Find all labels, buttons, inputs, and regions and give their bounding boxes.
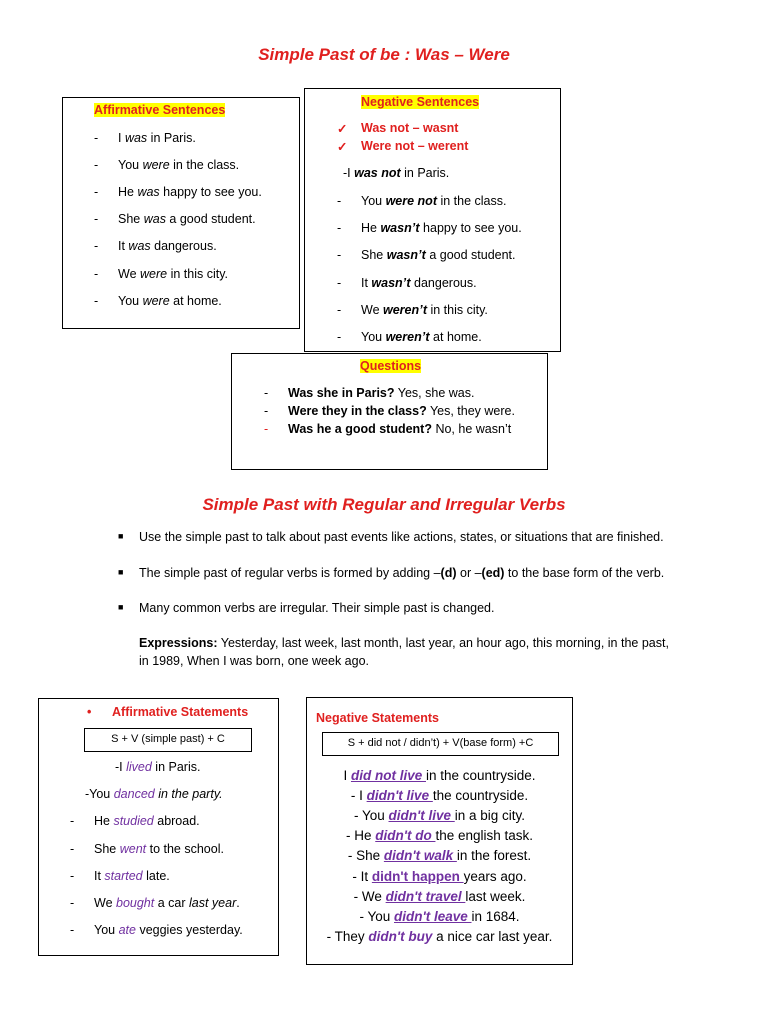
- questions-heading: Questions: [360, 359, 422, 373]
- list-item: - It didn't happen years ago.: [352, 869, 527, 884]
- list-item: - I didn't live the countryside.: [350, 788, 529, 803]
- list-item: - We bought a car last year.: [70, 896, 240, 910]
- bullet-icon: •: [87, 705, 92, 719]
- expressions: Expressions: Yesterday, last week, last month, last year, an hour ago, this morning, in the past, in 1989, When I was born, one week ago.: [139, 636, 669, 668]
- formula: S + did not / didn’t) + V(base form) +C: [322, 732, 559, 756]
- list-item: - It wasn’t dangerous.: [337, 276, 477, 290]
- list-item: - He wasn’t happy to see you.: [337, 221, 522, 235]
- negative-statements-box: [306, 697, 573, 965]
- list-item: - Was he a good student? No, he wasn’t: [264, 422, 512, 436]
- list-item: - You didn't leave in 1684.: [359, 909, 520, 924]
- list-item: - It started late.: [70, 869, 170, 883]
- page-title: Simple Past of be : Was – Were: [258, 45, 510, 64]
- list-item: - She wasn’t a good student.: [337, 248, 516, 262]
- list-item: - She was a good student.: [94, 212, 256, 226]
- square-bullet-icon: ■: [118, 567, 124, 577]
- list-item: - I was in Paris.: [94, 131, 196, 145]
- list-item: - It was dangerous.: [94, 239, 217, 253]
- check-item: ✓ Was not – wasnt: [337, 121, 459, 136]
- list-item: I did not live in the countryside.: [343, 768, 536, 783]
- list-item: - He didn't do the english task.: [345, 828, 534, 843]
- negative-heading: Negative Sentences: [361, 95, 480, 109]
- list-item: -You danced in the party.: [85, 787, 223, 801]
- list-item: - Were they in the class? Yes, they were.: [264, 404, 515, 418]
- list-item: - We didn't travel last week.: [353, 889, 526, 904]
- affirmative-sentences-box: [62, 97, 300, 329]
- check-item: ✓ Were not – werent: [337, 139, 469, 154]
- list-item: -I was not in Paris.: [343, 166, 450, 180]
- check-icon: ✓: [337, 140, 348, 154]
- rule-2: The simple past of regular verbs is formed by adding –(d) or –(ed) to the base form of the verb.: [139, 566, 665, 580]
- affirmative-statements-box: [38, 698, 279, 956]
- list-item: - He studied abroad.: [70, 814, 200, 828]
- list-item: - You weren’t at home.: [337, 330, 482, 344]
- section-title: Simple Past with Regular and Irregular Verbs: [202, 495, 566, 514]
- rule-1: Use the simple past to talk about past events like actions, states, or situations that are finished.: [139, 530, 664, 544]
- list-item: - Was she in Paris? Yes, she was.: [264, 386, 475, 400]
- square-bullet-icon: ■: [118, 602, 124, 612]
- list-item: - You didn't live in a big city.: [353, 808, 526, 823]
- questions-box: [231, 353, 548, 470]
- list-item: - You were not in the class.: [337, 194, 507, 208]
- list-item: - She went to the school.: [70, 842, 224, 856]
- square-bullet-icon: ■: [118, 531, 124, 541]
- list-item: - He was happy to see you.: [94, 185, 262, 199]
- negative-sentences-box: [304, 88, 561, 352]
- list-item: - We weren’t in this city.: [337, 303, 488, 317]
- check-icon: ✓: [337, 122, 348, 136]
- list-item: - They didn't buy a nice car last year.: [326, 929, 553, 944]
- list-item: - She didn't walk in the forest.: [347, 848, 532, 863]
- formula: S + V (simple past) + C: [84, 728, 252, 752]
- aff-statements-heading: Affirmative Statements: [112, 705, 249, 719]
- neg-statements-heading: Negative Statements: [316, 711, 439, 725]
- list-item: - You were at home.: [94, 294, 222, 308]
- rule-3: Many common verbs are irregular. Their simple past is changed.: [139, 601, 495, 615]
- list-item: - You were in the class.: [94, 158, 240, 172]
- list-item: - We were in this city.: [94, 267, 228, 281]
- list-item: -I lived in Paris.: [115, 760, 201, 774]
- list-item: - You ate veggies yesterday.: [70, 923, 243, 937]
- affirmative-heading: Affirmative Sentences: [94, 103, 226, 117]
